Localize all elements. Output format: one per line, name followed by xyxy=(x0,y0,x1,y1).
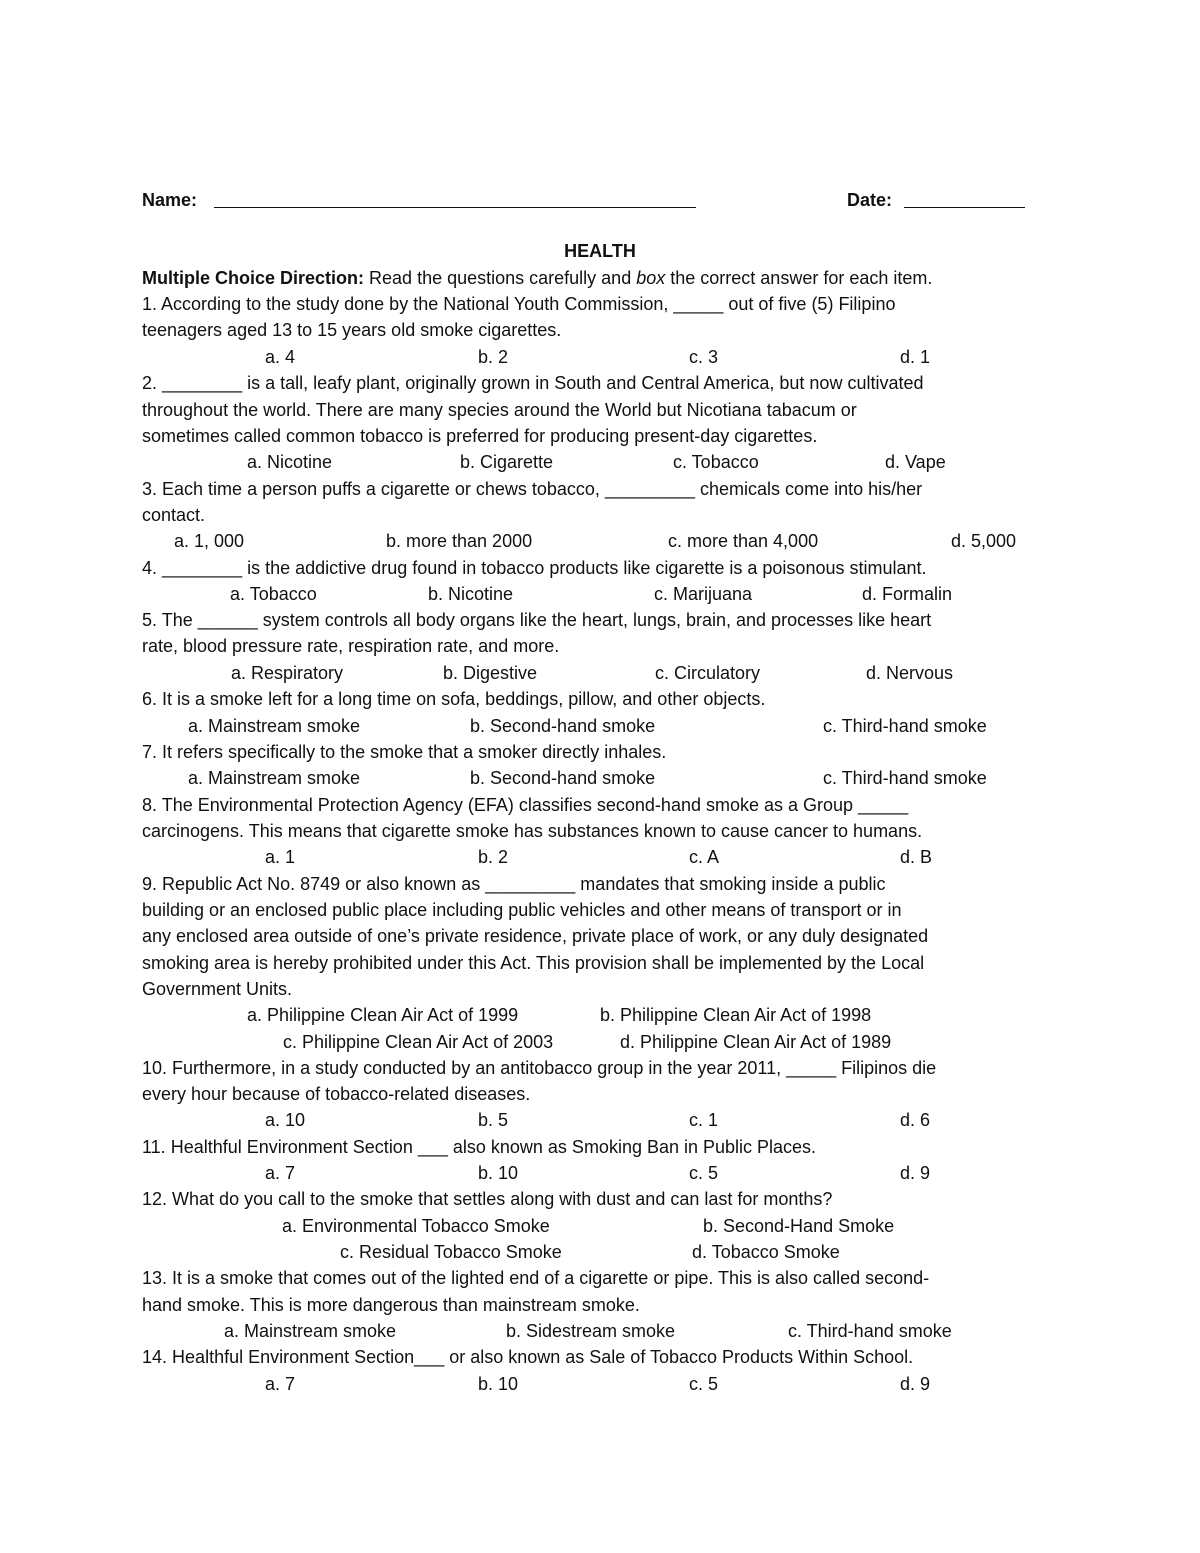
q1-option-b[interactable]: b. 2 xyxy=(478,347,509,367)
q7-option-c[interactable]: c. Third-hand smoke xyxy=(823,768,987,788)
question-text: Each time a person puffs a cigarette or chews tobacco, _________ chemicals come into his/her xyxy=(162,479,923,499)
q4-option-d[interactable]: d. Formalin xyxy=(862,584,953,604)
q5-option-c[interactable]: c. Circulatory xyxy=(655,663,761,683)
q3-option-c[interactable]: c. more than 4,000 xyxy=(668,531,819,551)
question-text: ________ is a tall, leafy plant, originally grown in South and Central America, but now cultivated xyxy=(162,373,924,393)
question-10-line-2: every hour because of tobacco-related diseases. xyxy=(142,1084,531,1104)
q2-option-b[interactable]: b. Cigarette xyxy=(460,452,554,472)
direction-text-after: the correct answer for each item. xyxy=(670,268,933,288)
question-4 xyxy=(142,555,927,581)
q1-option-d[interactable]: d. 1 xyxy=(900,347,931,367)
q13-option-c[interactable]: c. Third-hand smoke xyxy=(788,1321,952,1341)
q12-option-a[interactable]: a. Environmental Tobacco Smoke xyxy=(282,1216,550,1236)
q7-option-b[interactable]: b. Second-hand smoke xyxy=(470,768,656,788)
name-field[interactable] xyxy=(214,188,696,208)
question-number: 1. xyxy=(142,294,158,314)
q12-option-d[interactable]: d. Tobacco Smoke xyxy=(692,1242,840,1262)
question-9-line-5: Government Units. xyxy=(142,979,293,999)
q7-option-a[interactable]: a. Mainstream smoke xyxy=(188,768,361,788)
q9-option-b[interactable]: b. Philippine Clean Air Act of 1998 xyxy=(600,1005,872,1025)
page-title: HEALTH xyxy=(564,241,636,261)
question-2-line-2: throughout the world. There are many species around the World but Nicotiana tabacum or xyxy=(142,400,857,420)
question-number: 13. xyxy=(142,1268,168,1288)
q6-option-a[interactable]: a. Mainstream smoke xyxy=(188,716,361,736)
question-5 xyxy=(142,607,931,633)
q10-option-c[interactable]: c. 1 xyxy=(689,1110,719,1130)
q14-option-c[interactable]: c. 5 xyxy=(689,1374,719,1394)
q3-option-a[interactable]: a. 1, 000 xyxy=(174,531,245,551)
q8-option-a[interactable]: a. 1 xyxy=(265,847,296,867)
question-text: Furthermore, in a study conducted by an antitobacco group in the year 2011, _____ Filipinos die xyxy=(172,1058,937,1078)
q11-option-c[interactable]: c. 5 xyxy=(689,1163,719,1183)
q2-option-c[interactable]: c. Tobacco xyxy=(673,452,759,472)
question-9-line-4: smoking area is hereby prohibited under this Act. This provision shall be implemented by the Local xyxy=(142,953,925,973)
q6-option-b[interactable]: b. Second-hand smoke xyxy=(470,716,656,736)
q6-option-c[interactable]: c. Third-hand smoke xyxy=(823,716,987,736)
q11-option-a[interactable]: a. 7 xyxy=(265,1163,296,1183)
question-text: Healthful Environment Section___ or also known as Sale of Tobacco Products Within School. xyxy=(172,1347,914,1367)
question-13-line-2: hand smoke. This is more dangerous than mainstream smoke. xyxy=(142,1295,640,1315)
question-1 xyxy=(142,291,895,317)
q10-option-a[interactable]: a. 10 xyxy=(265,1110,306,1130)
question-5-line-2: rate, blood pressure rate, respiration rate, and more. xyxy=(142,636,560,656)
q9-option-a[interactable]: a. Philippine Clean Air Act of 1999 xyxy=(247,1005,519,1025)
question-number: 5. xyxy=(142,610,158,630)
q11-option-d[interactable]: d. 9 xyxy=(900,1163,931,1183)
date-label: Date: xyxy=(847,190,893,210)
question-text: The ______ system controls all body organs like the heart, lungs, brain, and processes like heart xyxy=(161,610,932,630)
q10-option-d[interactable]: d. 6 xyxy=(900,1110,931,1130)
q10-option-b[interactable]: b. 5 xyxy=(478,1110,509,1130)
q14-option-a[interactable]: a. 7 xyxy=(265,1374,296,1394)
question-number: 11. xyxy=(142,1137,166,1157)
q13-option-a[interactable]: a. Mainstream smoke xyxy=(224,1321,397,1341)
date-field[interactable] xyxy=(904,188,1025,208)
q1-option-c[interactable]: c. 3 xyxy=(689,347,719,367)
question-9-line-2: building or an enclosed public place including public vehicles and other means of transport or in xyxy=(142,900,902,920)
question-text: What do you call to the smoke that settles along with dust and can last for months? xyxy=(172,1189,833,1209)
direction-label: Multiple Choice Direction: xyxy=(142,268,365,288)
q5-option-d[interactable]: d. Nervous xyxy=(866,663,954,683)
q4-option-b[interactable]: b. Nicotine xyxy=(428,584,514,604)
directions xyxy=(142,265,932,291)
question-text: The Environmental Protection Agency (EFA) classifies second-hand smoke as a Group _____ xyxy=(161,795,909,815)
question-8-line-2: carcinogens. This means that cigarette smoke has substances known to cause cancer to humans. xyxy=(142,821,923,841)
question-number: 3. xyxy=(142,479,158,499)
question-11 xyxy=(142,1134,816,1160)
q3-option-b[interactable]: b. more than 2000 xyxy=(386,531,533,551)
q2-option-a[interactable]: a. Nicotine xyxy=(247,452,333,472)
question-2 xyxy=(142,370,923,396)
question-number: 14. xyxy=(142,1347,168,1367)
q12-option-b[interactable]: b. Second-Hand Smoke xyxy=(703,1216,895,1236)
q2-option-d[interactable]: d. Vape xyxy=(885,452,946,472)
question-2-line-3: sometimes called common tobacco is preferred for producing present-day cigarettes. xyxy=(142,426,818,446)
question-9-line-3: any enclosed area outside of one’s private residence, private place of work, or any duly designated xyxy=(142,926,929,946)
q11-option-b[interactable]: b. 10 xyxy=(478,1163,519,1183)
question-3 xyxy=(142,476,922,502)
question-number: 7. xyxy=(142,742,158,762)
question-9 xyxy=(142,871,886,897)
question-text: It is a smoke left for a long time on sofa, beddings, pillow, and other objects. xyxy=(162,689,766,709)
question-8 xyxy=(142,792,908,818)
question-number: 8. xyxy=(142,795,158,815)
question-text: Healthful Environment Section ___ also known as Smoking Ban in Public Places. xyxy=(170,1137,817,1157)
question-number: 9. xyxy=(142,874,158,894)
name-label: Name: xyxy=(142,190,198,210)
direction-emphasis: box xyxy=(636,268,666,288)
question-6 xyxy=(142,686,765,712)
q8-option-c[interactable]: c. A xyxy=(689,847,720,867)
direction-text-before: Read the questions carefully and xyxy=(369,268,632,288)
q13-option-b[interactable]: b. Sidestream smoke xyxy=(506,1321,676,1341)
question-7 xyxy=(142,739,666,765)
q8-option-d[interactable]: d. B xyxy=(900,847,933,867)
question-14 xyxy=(142,1344,913,1370)
q12-option-c[interactable]: c. Residual Tobacco Smoke xyxy=(340,1242,562,1262)
question-text: According to the study done by the National Youth Commission, _____ out of five (5) Filipino xyxy=(161,294,896,314)
question-text: ________ is the addictive drug found in tobacco products like cigarette is a poisonous stimulant. xyxy=(162,558,927,578)
q9-option-d[interactable]: d. Philippine Clean Air Act of 1989 xyxy=(620,1032,892,1052)
q14-option-d[interactable]: d. 9 xyxy=(900,1374,931,1394)
question-number: 2. xyxy=(142,373,158,393)
q9-option-c[interactable]: c. Philippine Clean Air Act of 2003 xyxy=(283,1032,554,1052)
question-1-line-2: teenagers aged 13 to 15 years old smoke cigarettes. xyxy=(142,320,562,340)
question-13 xyxy=(142,1265,929,1291)
question-number: 10. xyxy=(142,1058,168,1078)
question-text: It is a smoke that comes out of the lighted end of a cigarette or pipe. This is also called second- xyxy=(172,1268,930,1288)
question-number: 12. xyxy=(142,1189,168,1209)
question-number: 4. xyxy=(142,558,158,578)
q1-option-a[interactable]: a. 4 xyxy=(265,347,296,367)
question-10 xyxy=(142,1055,936,1081)
question-text: Republic Act No. 8749 or also known as _________ mandates that smoking inside a public xyxy=(162,874,886,894)
q4-option-a[interactable]: a. Tobacco xyxy=(230,584,317,604)
question-12 xyxy=(142,1186,832,1212)
q5-option-a[interactable]: a. Respiratory xyxy=(231,663,344,683)
q3-option-d[interactable]: d. 5,000 xyxy=(951,531,1017,551)
question-3-line-2: contact. xyxy=(142,505,206,525)
q8-option-b[interactable]: b. 2 xyxy=(478,847,509,867)
question-number: 6. xyxy=(142,689,158,709)
question-text: It refers specifically to the smoke that a smoker directly inhales. xyxy=(162,742,667,762)
q4-option-c[interactable]: c. Marijuana xyxy=(654,584,753,604)
q14-option-b[interactable]: b. 10 xyxy=(478,1374,519,1394)
q5-option-b[interactable]: b. Digestive xyxy=(443,663,538,683)
